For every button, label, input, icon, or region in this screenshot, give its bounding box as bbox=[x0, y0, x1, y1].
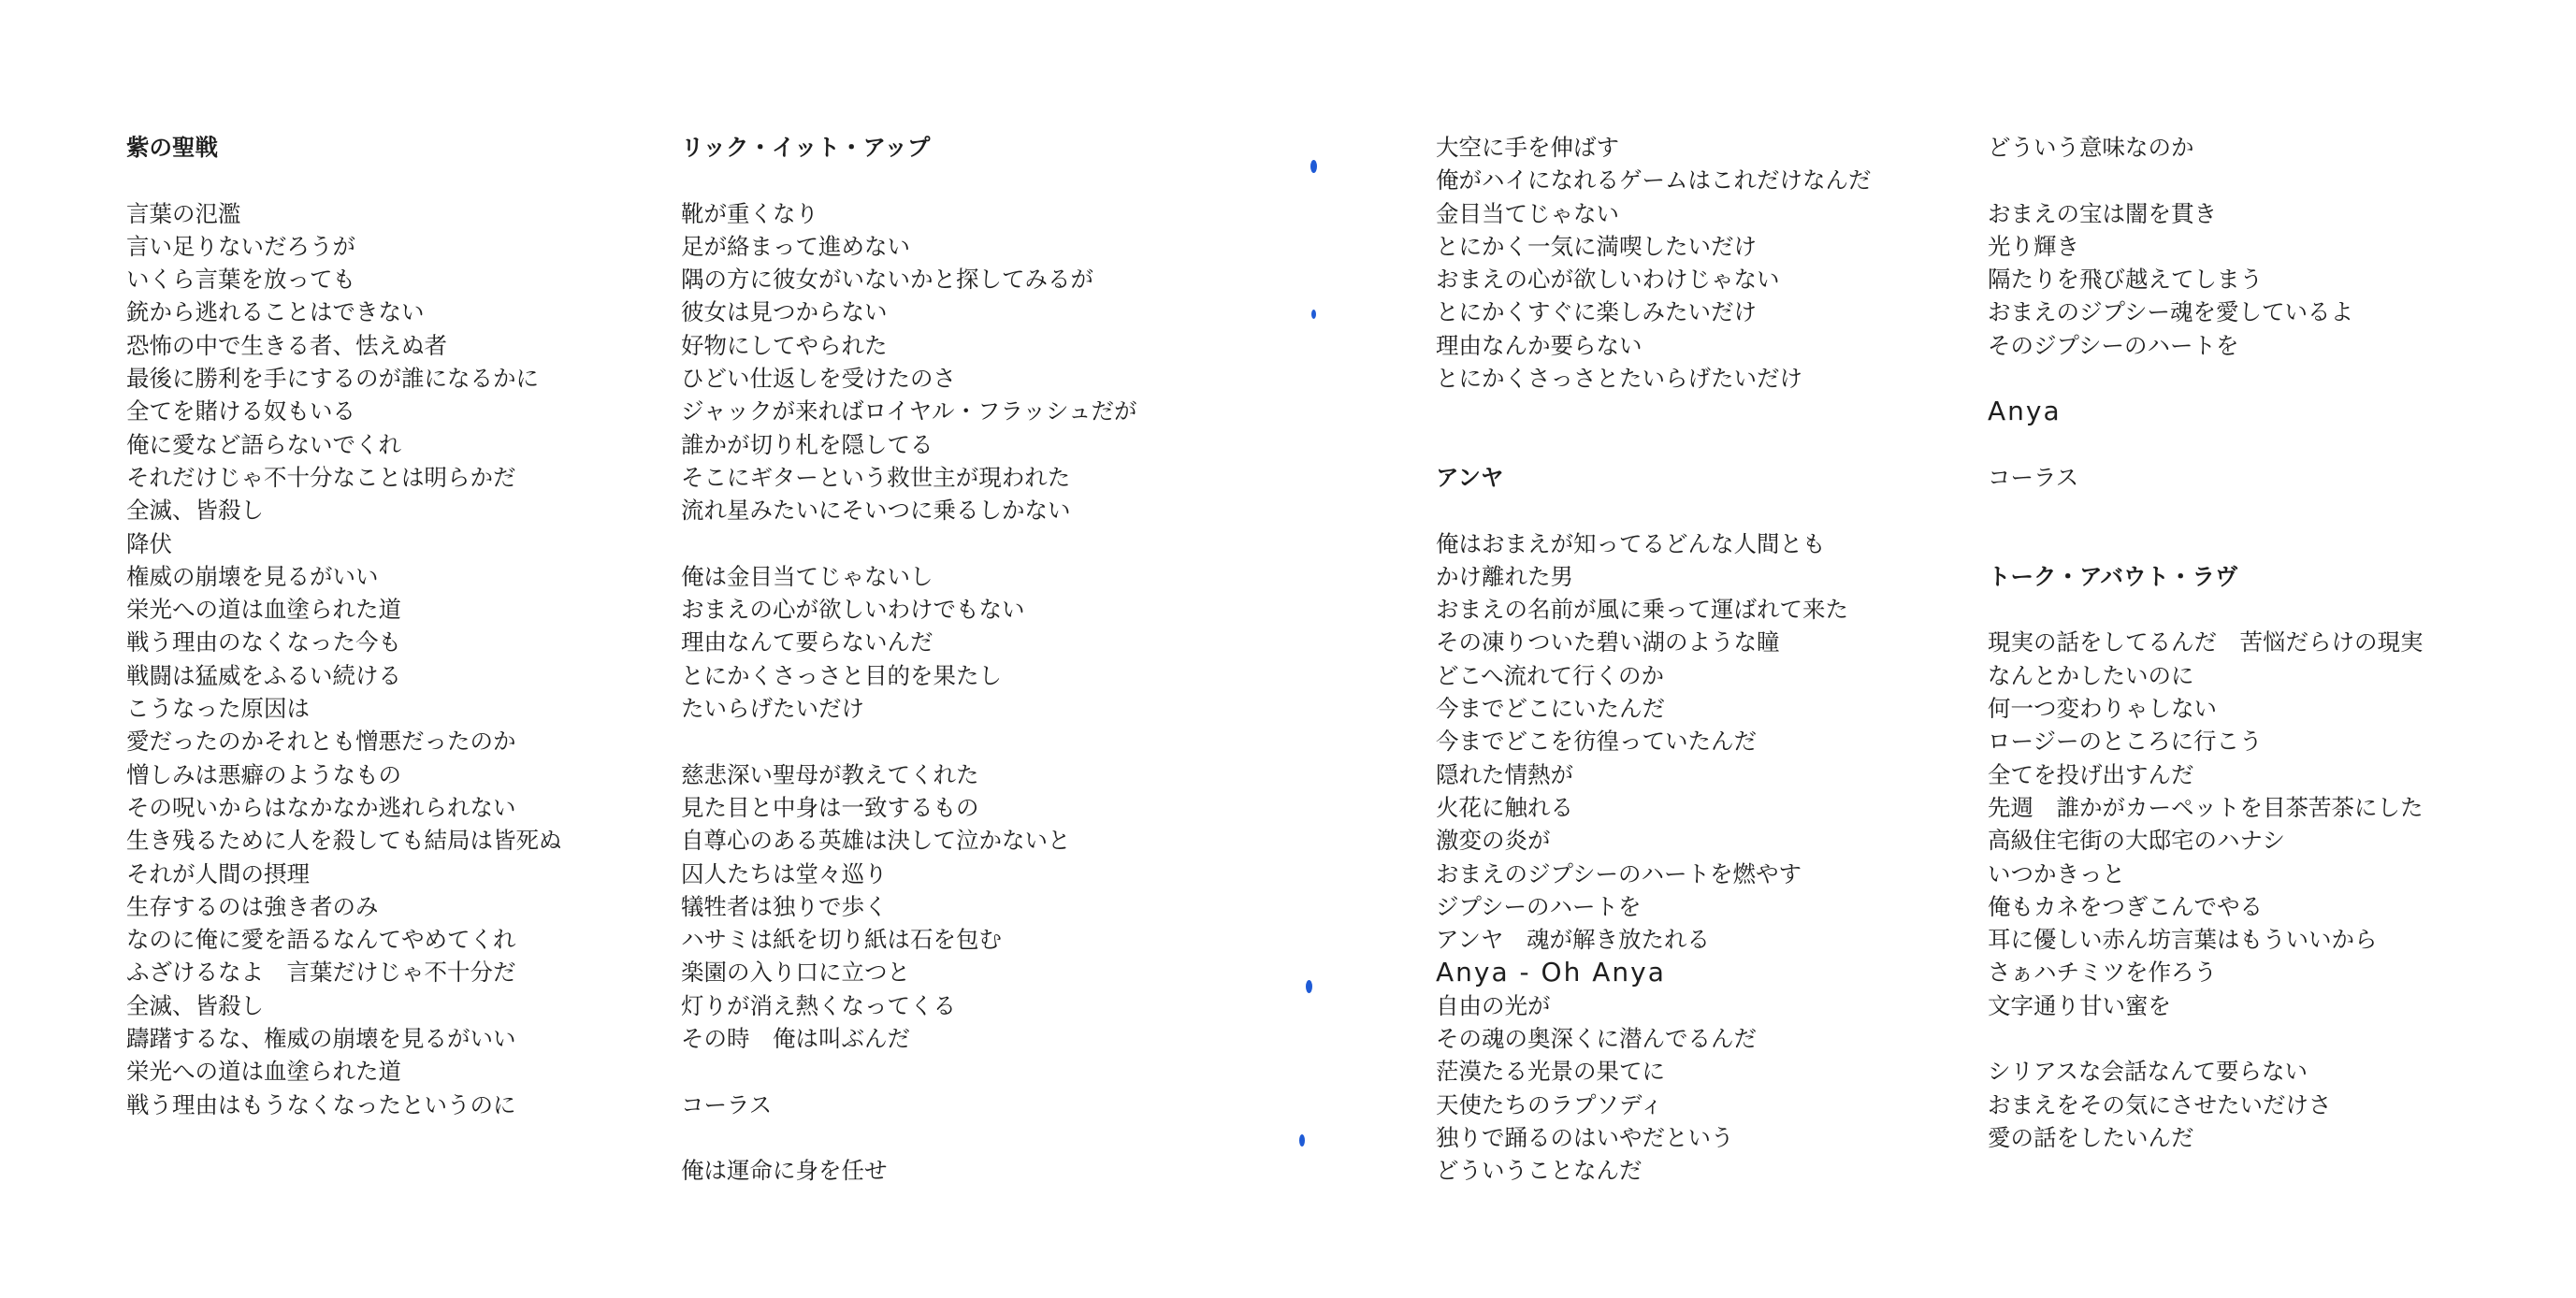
lyric-line: 躊躇するな、権威の崩壊を見るがいい bbox=[126, 1025, 516, 1053]
ink-speck bbox=[1311, 310, 1316, 319]
lyric-line: 言い足りないだろうが bbox=[126, 232, 355, 260]
lyric-line: 俺に愛など語らないでくれ bbox=[126, 430, 401, 458]
lyric-line: そこにギターという救世主が現われた bbox=[681, 463, 1071, 491]
lyric-line: 戦う理由はもうなくなったというのに bbox=[126, 1090, 516, 1118]
lyric-line: 見た目と中身は一致するもの bbox=[681, 793, 979, 821]
lyric-line: 俺もカネをつぎこんでやる bbox=[1988, 892, 2263, 920]
lyric-line: 光り輝き bbox=[1988, 232, 2079, 260]
lyric-line: とにかく一気に満喫したいだけ bbox=[1436, 232, 1757, 260]
blank-line bbox=[1988, 494, 2424, 526]
lyric-line: それが人間の摂理 bbox=[126, 859, 310, 887]
lyric-line: そのジプシーのハートを bbox=[1988, 331, 2239, 359]
lyric-line: 靴が重くなり bbox=[681, 199, 818, 227]
blank-line bbox=[1988, 164, 2424, 196]
lyric-line: 隠れた情熱が bbox=[1436, 760, 1573, 788]
lyric-line: 足が絡まって進めない bbox=[681, 232, 910, 260]
blank-line bbox=[681, 725, 1137, 757]
lyric-line: どういう意味なのか bbox=[1988, 134, 2194, 161]
lyric-line: 楽園の入り口に立つと bbox=[681, 959, 910, 987]
lyric-line: 犠牲者は独りで歩く bbox=[681, 892, 888, 920]
lyric-line: 今までどこにいたんだ bbox=[1436, 695, 1665, 723]
lyric-line: いくら言葉を放っても bbox=[126, 266, 355, 294]
lyric-line: 愛の話をしたいんだ bbox=[1988, 1123, 2194, 1151]
lyric-line: 耳に優しい赤ん坊言葉はもういいから bbox=[1988, 926, 2378, 954]
lyric-line: 生き残るために人を殺しても結局は皆死ぬ bbox=[126, 827, 562, 855]
lyric-line: 慈悲深い聖母が教えてくれた bbox=[681, 760, 979, 788]
lyric-line: 誰かが切り札を隠してる bbox=[681, 430, 933, 458]
lyric-line: 高級住宅街の大邸宅のハナシ bbox=[1988, 827, 2286, 855]
lyric-line: 何一つ変わりゃしない bbox=[1988, 695, 2217, 723]
lyric-line: 理由なんて要らないんだ bbox=[681, 628, 933, 656]
ink-speck bbox=[1299, 1134, 1305, 1147]
lyric-line: 激変の炎が bbox=[1436, 827, 1551, 855]
blank-line bbox=[1988, 527, 2424, 560]
lyric-line: ジャックが来ればロイヤル・フラッシュだが bbox=[681, 397, 1137, 425]
blank-line bbox=[1988, 428, 2424, 461]
lyric-line: おまえの心が欲しいわけでもない bbox=[681, 596, 1025, 624]
lyric-line: Anya bbox=[1988, 396, 2062, 427]
blank-line bbox=[681, 1121, 1137, 1154]
blank-line bbox=[681, 527, 1137, 560]
lyric-line: おまえの心が欲しいわけじゃない bbox=[1436, 266, 1780, 294]
lyric-line: シリアスな会話なんて要らない bbox=[1988, 1058, 2308, 1086]
blank-line bbox=[1988, 593, 2424, 626]
lyric-line: ジプシーのハートを bbox=[1436, 892, 1642, 920]
lyric-line: とにかくさっさとたいらげたいだけ bbox=[1436, 365, 1802, 393]
lyrics-column-2 bbox=[681, 131, 1137, 1188]
lyric-line: 栄光への道は血塗られた道 bbox=[126, 1058, 401, 1086]
song-title: アンヤ bbox=[1436, 463, 1504, 491]
lyric-line: 灯りが消え熱くなってくる bbox=[681, 991, 956, 1019]
lyric-line: その時 俺は叫ぶんだ bbox=[681, 1025, 910, 1053]
lyrics-column-4 bbox=[1988, 131, 2424, 1154]
ink-speck bbox=[1306, 980, 1312, 993]
blank-line bbox=[126, 164, 562, 196]
lyric-line: 好物にしてやられた bbox=[681, 331, 888, 359]
lyric-line: 戦う理由のなくなった今も bbox=[126, 628, 401, 656]
lyric-line: ふざけるなよ 言葉だけじゃ不十分だ bbox=[126, 959, 516, 987]
lyric-line: ロージーのところに行こう bbox=[1988, 728, 2263, 756]
lyric-line: アンヤ 魂が解き放たれる bbox=[1436, 926, 1711, 954]
lyrics-column-3 bbox=[1436, 131, 1872, 1188]
lyric-line: 降伏 bbox=[126, 529, 172, 557]
lyric-line: 自由の光が bbox=[1436, 991, 1551, 1019]
lyric-line: おまえをその気にさせたいだけさ bbox=[1988, 1090, 2332, 1118]
blank-line bbox=[1436, 494, 1872, 526]
lyric-line: 大空に手を伸ばす bbox=[1436, 134, 1619, 161]
lyric-line: どういうことなんだ bbox=[1436, 1157, 1643, 1185]
lyric-line: かけ離れた男 bbox=[1436, 562, 1573, 590]
lyric-line: 理由なんか要らない bbox=[1436, 331, 1643, 359]
lyric-line: 流れ星みたいにそいつに乗るしかない bbox=[681, 497, 1071, 525]
lyric-line: 全てを投げ出すんだ bbox=[1988, 760, 2194, 788]
lyric-line: いつかきっと bbox=[1988, 859, 2125, 887]
lyric-line: おまえの名前が風に乗って運ばれて来た bbox=[1436, 596, 1848, 624]
lyrics-column-1 bbox=[126, 131, 562, 1121]
lyric-line: なのに俺に愛を語るなんてやめてくれ bbox=[126, 926, 516, 954]
lyric-line: 俺はおまえが知ってるどんな人間とも bbox=[1436, 529, 1826, 557]
lyric-line: その凍りついた碧い湖のような瞳 bbox=[1436, 628, 1780, 656]
song-title: リック・イット・アップ bbox=[681, 134, 931, 161]
lyric-line: それだけじゃ不十分なことは明らかだ bbox=[126, 463, 516, 491]
lyric-line: どこへ流れて行くのか bbox=[1436, 661, 1665, 689]
lyric-line: 火花に触れる bbox=[1436, 793, 1573, 821]
ink-speck bbox=[1310, 160, 1317, 173]
lyric-line: 天使たちのラプソディ bbox=[1436, 1090, 1664, 1118]
lyric-line: 栄光への道は血塗られた道 bbox=[126, 596, 401, 624]
lyric-line: 言葉の氾濫 bbox=[126, 199, 241, 227]
lyric-line: 文字通り甘い蜜を bbox=[1988, 991, 2171, 1019]
lyric-line: 俺がハイになれるゲームはこれだけなんだ bbox=[1436, 166, 1872, 195]
lyric-line: 隔たりを飛び越えてしまう bbox=[1988, 266, 2263, 294]
lyric-line: 囚人たちは堂々巡り bbox=[681, 859, 888, 887]
lyric-line: 全てを賭ける奴もいる bbox=[126, 397, 355, 425]
lyric-line: 全滅、皆殺し bbox=[126, 991, 264, 1019]
blank-line bbox=[1988, 362, 2424, 395]
lyric-line: 銃から逃れることはできない bbox=[126, 298, 425, 326]
lyric-line: 俺は金目当てじゃないし bbox=[681, 562, 933, 590]
lyric-line: 独りで踊るのはいやだという bbox=[1436, 1123, 1734, 1151]
lyric-line: 俺は運命に身を任せ bbox=[681, 1157, 888, 1185]
lyric-line: おまえのジプシーのハートを燃やす bbox=[1436, 859, 1802, 887]
lyric-line: 権威の崩壊を見るがいい bbox=[126, 562, 379, 590]
lyric-line: 生存するのは強き者のみ bbox=[126, 892, 379, 920]
lyric-line: とにかくすぐに楽しみたいだけ bbox=[1436, 298, 1757, 326]
lyric-line: 先週 誰かがカーペットを目茶苦茶にした bbox=[1988, 793, 2424, 821]
lyric-line: ひどい仕返しを受けたのさ bbox=[681, 365, 956, 393]
lyric-line: 戦闘は猛威をふるい続ける bbox=[126, 661, 401, 689]
lyric-line: 自尊心のある英雄は決して泣かないと bbox=[681, 827, 1071, 855]
lyric-line: さぁハチミツを作ろう bbox=[1988, 959, 2217, 987]
lyric-line: 茫漠たる光景の果てに bbox=[1436, 1058, 1665, 1086]
lyric-line: その魂の奥深くに潜んでるんだ bbox=[1436, 1025, 1757, 1053]
lyric-line: Anya - Oh Anya bbox=[1436, 957, 1666, 988]
lyric-line: とにかくさっさと目的を果たし bbox=[681, 661, 1002, 689]
lyric-line: 恐怖の中で生きる者、怯えぬ者 bbox=[126, 331, 447, 359]
blank-line bbox=[681, 164, 1137, 196]
blank-line bbox=[681, 1055, 1137, 1088]
lyric-line: コーラス bbox=[1988, 463, 2079, 491]
lyric-line: 現実の話をしてるんだ 苦悩だらけの現実 bbox=[1988, 628, 2424, 656]
blank-line bbox=[1436, 395, 1872, 427]
lyric-line: 全滅、皆殺し bbox=[126, 497, 264, 525]
lyric-line: 愛だったのかそれとも憎悪だったのか bbox=[126, 728, 516, 756]
lyric-line: 隅の方に彼女がいないかと探してみるが bbox=[681, 266, 1093, 294]
lyric-line: 金目当てじゃない bbox=[1436, 199, 1619, 227]
lyric-line: たいらげたいだけ bbox=[681, 695, 864, 723]
blank-line bbox=[1988, 1022, 2424, 1055]
lyric-line: おまえの宝は闇を貫き bbox=[1988, 199, 2217, 227]
song-title: 紫の聖戦 bbox=[126, 134, 218, 161]
lyric-line: その呪いからはなかなか逃れられない bbox=[126, 793, 516, 821]
lyric-line: おまえのジプシー魂を愛しているよ bbox=[1988, 298, 2354, 326]
song-title: トーク・アバウト・ラヴ bbox=[1988, 562, 2238, 590]
lyric-line: 最後に勝利を手にするのが誰になるかに bbox=[126, 365, 539, 393]
lyric-line: 彼女は見つからない bbox=[681, 298, 888, 326]
lyric-line: ハサミは紙を切り紙は石を包む bbox=[681, 926, 1002, 954]
lyric-line: コーラス bbox=[681, 1090, 773, 1118]
lyric-line: 今までどこを彷徨っていたんだ bbox=[1436, 728, 1757, 756]
blank-line bbox=[1436, 428, 1872, 461]
lyric-line: こうなった原因は bbox=[126, 695, 310, 723]
lyric-line: 憎しみは悪癖のようなもの bbox=[126, 760, 401, 788]
lyric-line: なんとかしたいのに bbox=[1988, 661, 2194, 689]
